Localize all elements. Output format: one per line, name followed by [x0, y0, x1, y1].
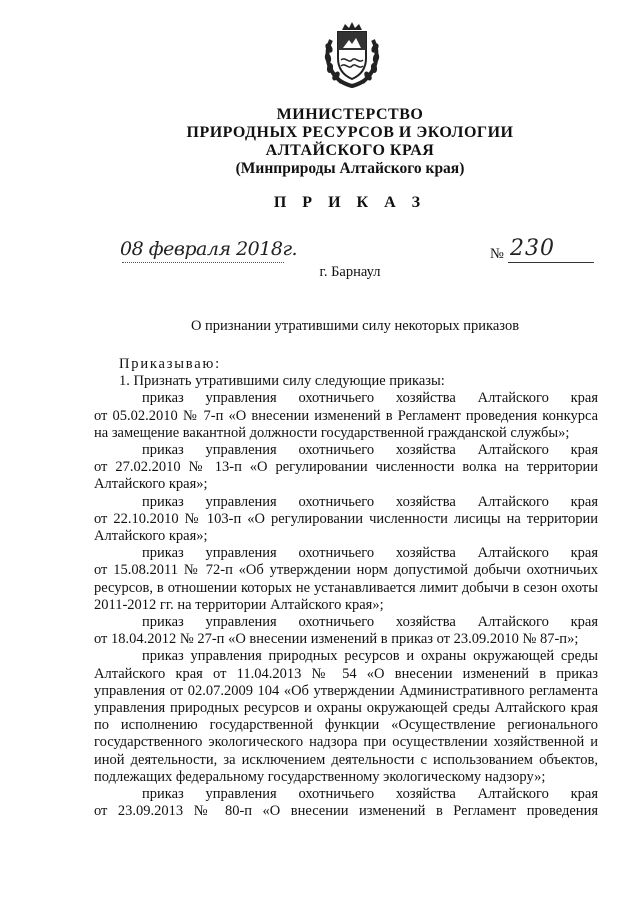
- order-entry-1-text: от 05.02.2010 № 7-п «О внесении изменений в Регламент проведения конкурса на замещение вакантной должности государственной гражданской службы»;: [94, 407, 598, 441]
- document-type-title: П Р И К А З: [273, 194, 427, 211]
- order-entry-4-head: приказ управления охотничьего хозяйства Алтайского края: [142, 545, 598, 562]
- order-entry-5-head: приказ управления охотничьего хозяйства Алтайского края: [142, 614, 598, 631]
- order-entry-2-text: от 27.02.2010 № 13-п «О регулировании численности волка на территории Алтайского края»;: [94, 459, 598, 493]
- coat-of-arms-emblem: [321, 20, 383, 90]
- handwritten-number: 230: [510, 236, 555, 261]
- document-subject: О признании утратившими силу некоторых приказов: [190, 318, 520, 334]
- handwritten-date: 08 февраля 2018г.: [120, 238, 298, 260]
- order-entry-7-head: приказ управления охотничьего хозяйства Алтайского края: [142, 786, 598, 803]
- order-item-1: 1. Признать утратившими силу следующие приказы:: [119, 373, 445, 390]
- ministry-title-line-2: ПРИРОДНЫХ РЕСУРСОВ И ЭКОЛОГИИ: [186, 124, 514, 141]
- ministry-title-line-3: АЛТАЙСКОГО КРАЯ: [265, 142, 435, 159]
- ministry-short-name: (Минприроды Алтайского края): [235, 160, 465, 177]
- number-label: №: [490, 246, 504, 262]
- order-entry-6-text: приказ управления природных ресурсов и охраны окружающей среды Алтайского края от 11.04.2013 № 54 «О внесении изменений в приказ управления от 02.07.2009 104 «Об утверждении Административного регламента управления природных ресурсов и охраны окружающей среды Алтайского края по исполнению государственной функции «Осуществление регионального государственного экологического надзора при осуществлении хозяйственной и иной деятельности, за исключением деятельности с использованием объектов, подлежащих федеральному государственному экологическому надзору»;: [94, 648, 598, 785]
- order-entry-4-text: от 15.08.2011 № 72-п «Об утверждении норм допустимой добычи охотничьих ресурсов, в отношении которых не устанавливается лимит добычи в сезон охоты 2011-2012 гг. на территории Алтайского края»;: [94, 562, 598, 613]
- order-entry-3-head: приказ управления охотничьего хозяйства Алтайского края: [142, 493, 598, 510]
- order-entry-5-text: от 18.04.2012 № 27-п «О внесении изменений в приказ от 23.09.2010 № 87-п»;: [94, 631, 579, 648]
- ministry-title-line-1: МИНИСТЕРСТВО: [276, 106, 424, 123]
- order-entry-7-text: от 23.09.2013 № 80-п «О внесении изменений в Регламент проведения: [94, 803, 598, 820]
- document-body: [94, 356, 598, 820]
- city-name: г. Барнаул: [319, 264, 381, 280]
- date-underline: [122, 262, 284, 263]
- number-underline: [508, 262, 594, 263]
- order-entry-1-head: приказ управления охотничьего хозяйства Алтайского края: [142, 390, 598, 407]
- order-intro: Приказываю:: [119, 356, 221, 372]
- order-entry-3-text: от 22.10.2010 № 103-п «О регулировании численности лисицы на территории Алтайского края»;: [94, 510, 598, 545]
- order-entry-2-head: приказ управления охотничьего хозяйства Алтайского края: [142, 442, 598, 459]
